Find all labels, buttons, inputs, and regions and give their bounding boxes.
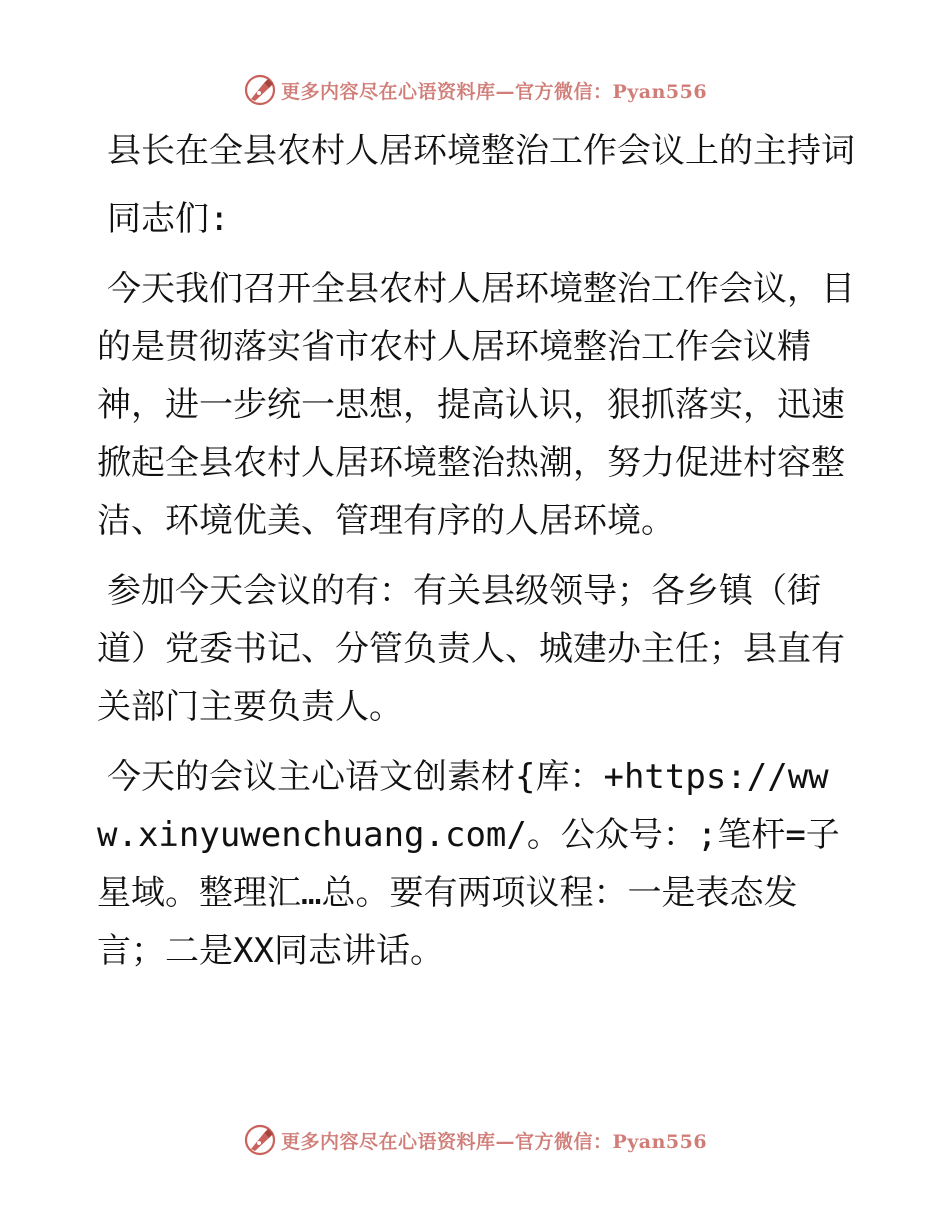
paragraph: 今天的会议主心语文创素材{库：+https://www.xinyuwenchuang.com/。公众号：;笔杆=子星域。整理汇…总。要有两项议程：一是表态发言；二是XX同志讲话。: [97, 757, 840, 971]
pen-nib-seal-icon: [243, 73, 277, 107]
header-watermark: [0, 70, 950, 110]
watermark-text: 更多内容尽在心语资料库—官方微信：Pyan556: [280, 80, 708, 103]
watermark-text: 更多内容尽在心语资料库—官方微信：Pyan556: [280, 1130, 708, 1153]
paragraph: 同志们:: [107, 199, 230, 239]
footer-watermark: [0, 1120, 950, 1160]
paragraph: 今天我们召开全县农村人居环境整治工作会议，目的是贯彻落实省市农村人居环境整治工作会议精神，进一步统一思想，提高认识，狠抓落实，迅速掀起全县农村人居环境整治热潮，努力促进村容整洁、环境优美、管理有序的人居环境。: [97, 269, 855, 541]
paragraph: 参加今天会议的有：有关县级领导；各乡镇（街道）党委书记、分管负责人、城建办主任；县直有关部门主要负责人。: [97, 571, 845, 727]
document-body: [97, 122, 857, 992]
document-title: 县长在全县农村人居环境整治工作会议上的主持词: [107, 131, 855, 171]
pen-nib-seal-icon: [243, 1123, 277, 1157]
